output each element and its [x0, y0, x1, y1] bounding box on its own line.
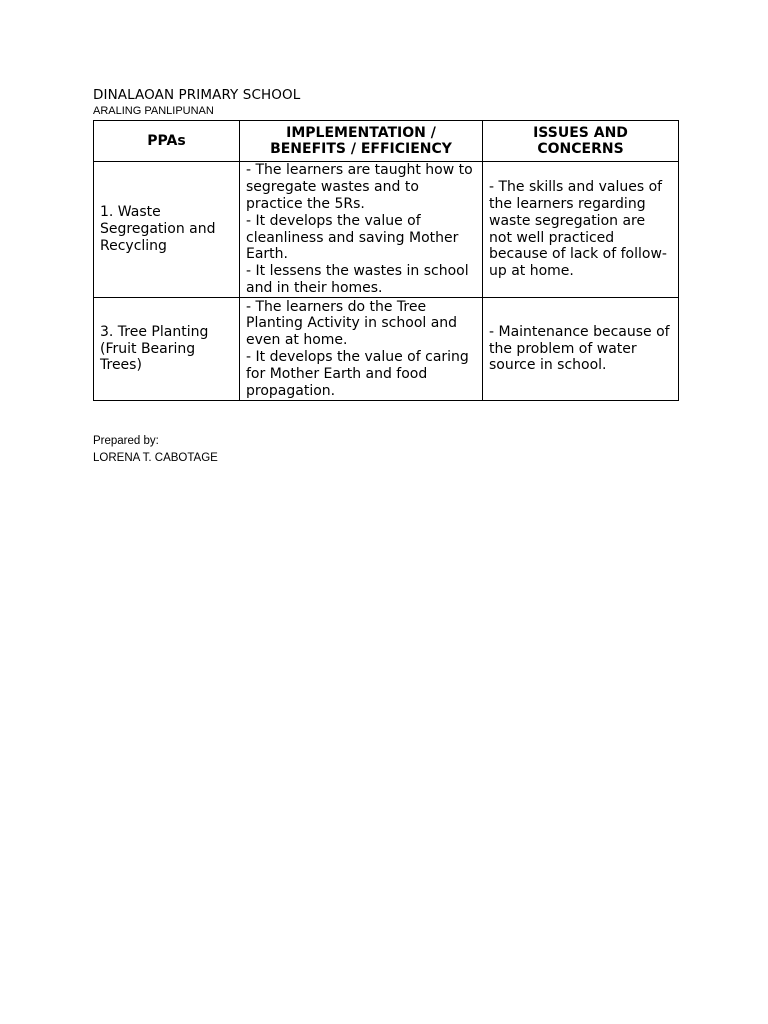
table-header-row — [94, 121, 679, 162]
prepared-by-label: Prepared by: — [93, 435, 159, 447]
ppa-cell: 3. Tree Planting (Fruit Bearing Trees) — [94, 298, 240, 401]
school-name: DINALAOAN PRIMARY SCHOOL — [93, 87, 301, 103]
implementation-item: - It lessens the wastes in school and in their homes. — [246, 263, 469, 296]
table-row — [94, 162, 679, 298]
preparer-name: LORENA T. CABOTAGE — [93, 452, 218, 464]
ppa-table — [93, 120, 679, 401]
implementation-item: - It develops the value of caring for Mother Earth and food propagation. — [246, 349, 469, 399]
issues-cell: - The skills and values of the learners regarding waste segregation are not well practiced because of lack of follow-up at home. — [483, 162, 679, 298]
implementation-cell — [240, 298, 483, 401]
implementation-item: - It develops the value of cleanliness and saving Mother Earth. — [246, 212, 459, 263]
ppa-cell: 1. Waste Segregation and Recycling — [94, 162, 240, 298]
issues-cell: - Maintenance because of the problem of water source in school. — [483, 298, 679, 401]
column-header-ppas: PPAs — [94, 121, 240, 162]
subject-title: ARALING PANLIPUNAN — [93, 105, 214, 117]
implementation-item: - The learners do the Tree Planting Activity in school and even at home. — [246, 298, 458, 349]
column-header-implementation: IMPLEMENTATION / BENEFITS / EFFICIENCY — [240, 121, 483, 162]
implementation-cell — [240, 162, 483, 298]
column-header-issues: ISSUES AND CONCERNS — [483, 121, 679, 162]
implementation-item: - The learners are taught how to segregate wastes and to practice the 5Rs. — [246, 162, 473, 212]
table-row — [94, 298, 679, 401]
